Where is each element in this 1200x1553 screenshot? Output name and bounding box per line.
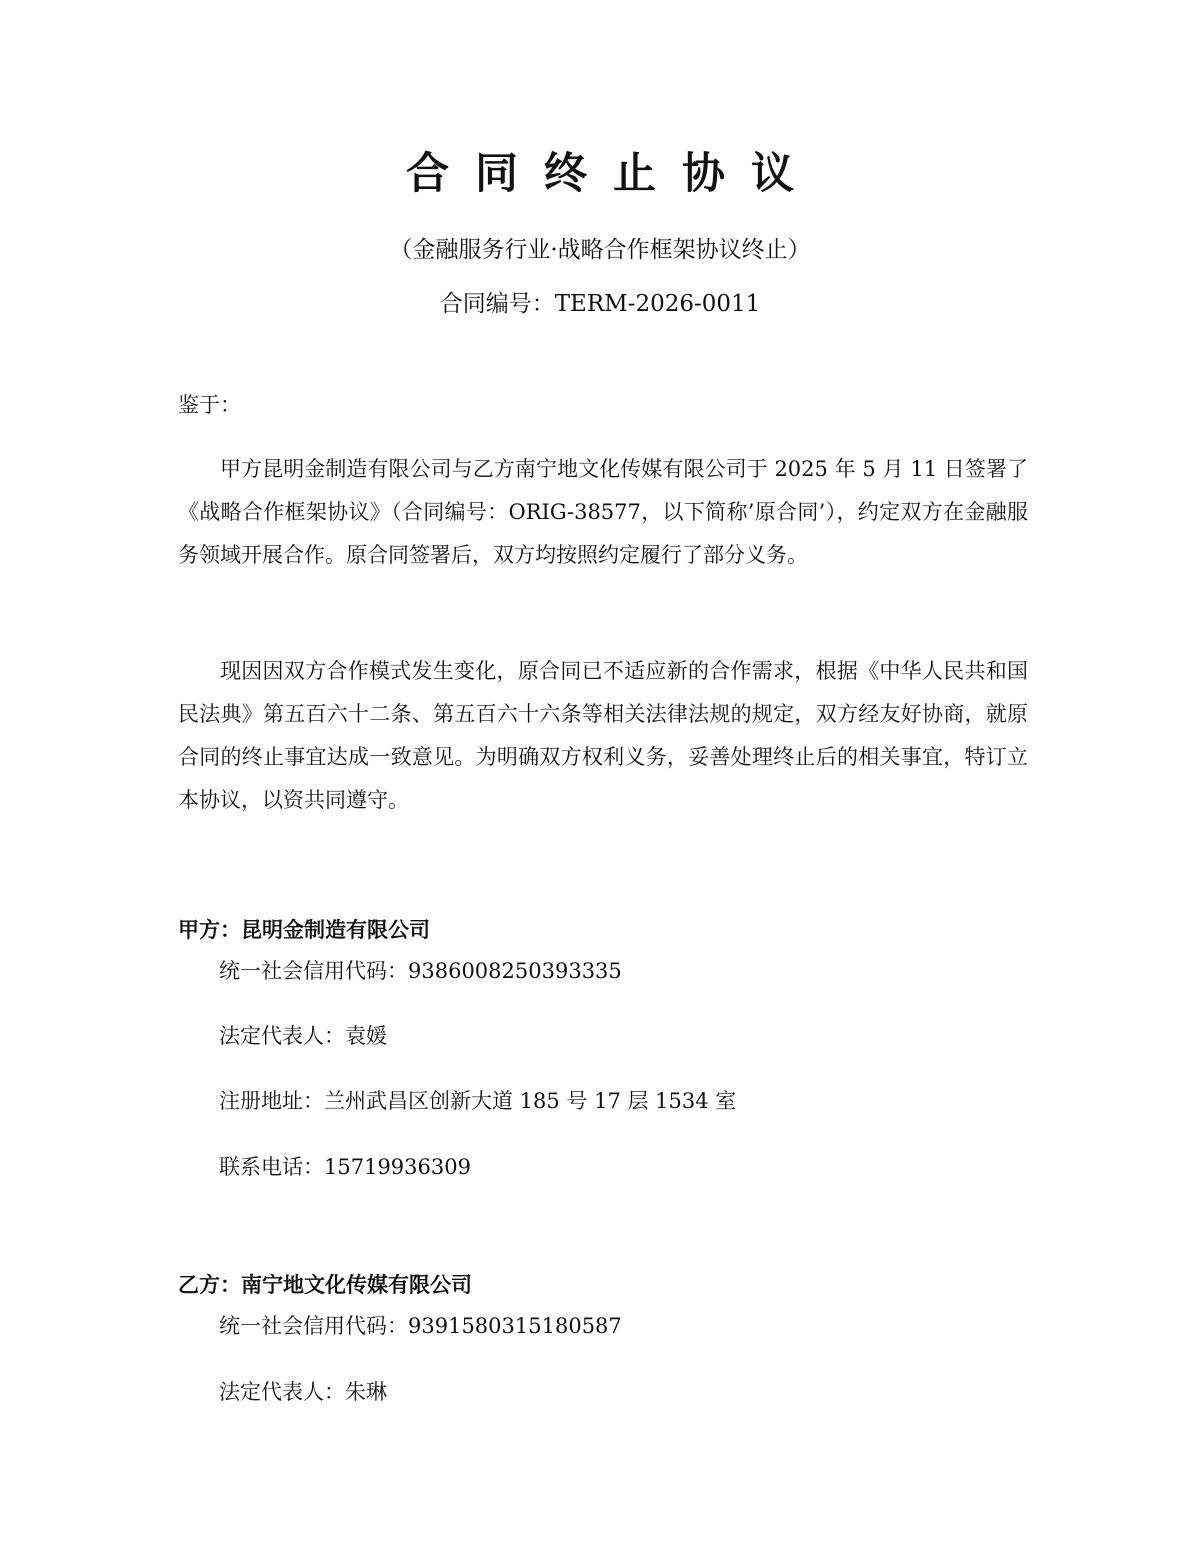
party-a-address: 注册地址：兰州武昌区创新大道 185 号 17 层 1534 室 bbox=[219, 1089, 737, 1113]
party-a-legal-rep: 法定代表人：袁媛 bbox=[219, 1024, 387, 1048]
party-a-phone: 联系电话：15719936309 bbox=[219, 1155, 471, 1179]
recital-paragraph-2: 现因因双方合作模式发生变化，原合同已不适应新的合作需求，根据《中华人民共和国民法典》第五百六十二条、第五百六十六条等相关法律法规的规定，双方经友好协商，就原合同的终止事宜达成一致意见。为明确双方权利义务，妥善处理终止后的相关事宜，特订立本协议，以资共同遵守。 bbox=[178, 659, 1028, 812]
party-b-heading: 乙方：南宁地文化传媒有限公司 bbox=[178, 1273, 472, 1297]
recital-paragraph-1: 甲方昆明金制造有限公司与乙方南宁地文化传媒有限公司于 2025 年 5 月 11 日签署了《战略合作框架协议》（合同编号：ORIG-38577，以下简称’原合同’），约定双方在金融服务领域开展合作。原合同签署后，双方均按照约定履行了部分义务。 bbox=[178, 457, 1028, 567]
document-title: 合同终止协议 bbox=[406, 149, 820, 199]
party-a-credit-code: 统一社会信用代码：9386008250393335 bbox=[219, 959, 622, 983]
contract-number: 合同编号：TERM-2026-0011 bbox=[439, 291, 761, 317]
document-subtitle: （金融服务行业·战略合作框架协议终止） bbox=[389, 237, 811, 263]
party-b-legal-rep: 法定代表人：朱琳 bbox=[219, 1380, 387, 1404]
whereas-label: 鉴于： bbox=[178, 393, 241, 417]
party-b-credit-code: 统一社会信用代码：9391580315180587 bbox=[219, 1314, 622, 1338]
party-a-heading: 甲方：昆明金制造有限公司 bbox=[178, 918, 430, 942]
